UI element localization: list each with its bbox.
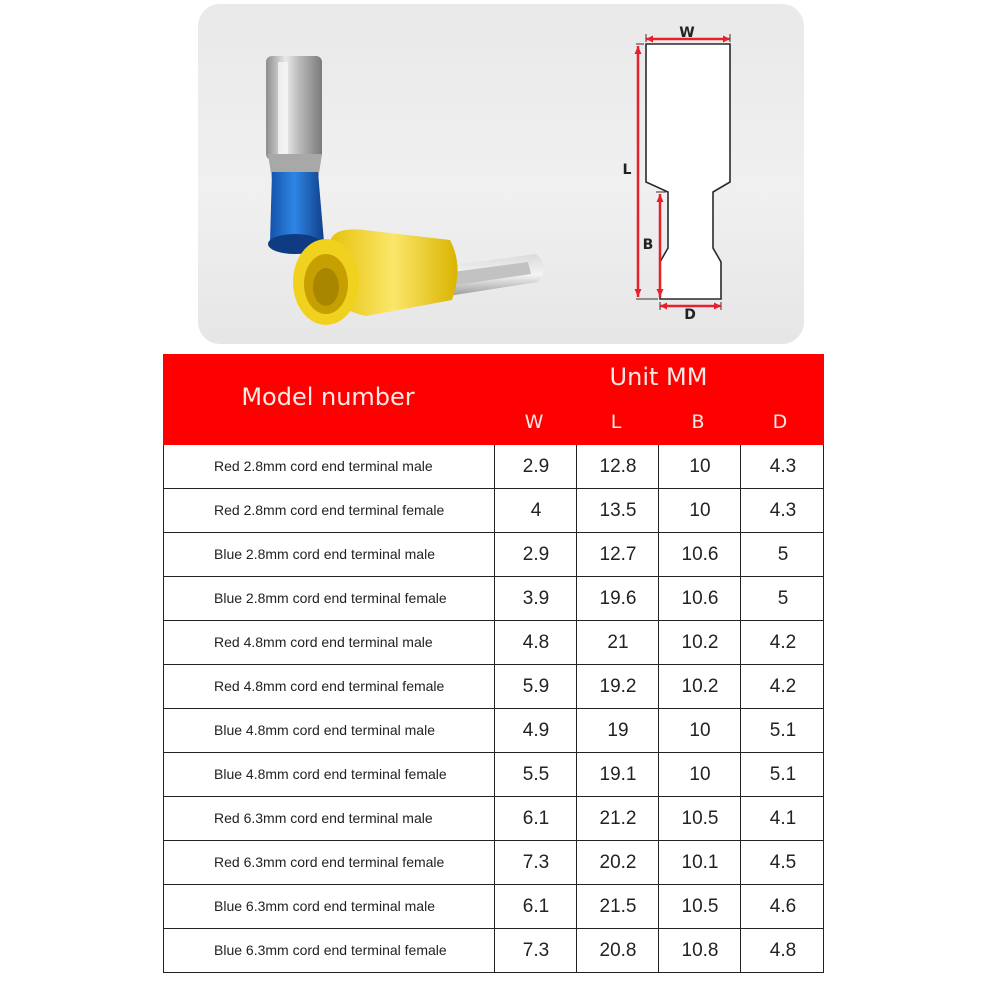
model-number-header: Model number [241,383,415,411]
d-cell: 4.6 [740,885,825,928]
dim-label-w: W [679,25,695,41]
l-cell: 12.7 [576,533,659,576]
model-name-cell: Red 4.8mm cord end terminal male [214,634,433,650]
d-cell: 4.5 [740,841,825,884]
dim-label-l: L [622,162,632,178]
b-cell: 10.8 [658,929,741,972]
w-cell: 2.9 [494,533,577,576]
b-cell: 10.1 [658,841,741,884]
model-name-cell: Blue 4.8mm cord end terminal male [214,722,435,738]
b-cell: 10 [658,753,741,796]
w-cell: 4 [494,489,577,532]
d-cell: 4.3 [740,445,825,488]
dimension-diagram [623,25,730,323]
l-cell: 20.8 [576,929,659,972]
table-row [164,885,823,929]
d-cell: 5 [740,533,825,576]
model-name-cell: Blue 6.3mm cord end terminal female [214,942,447,958]
l-cell: 13.5 [576,489,659,532]
model-name-cell: Red 6.3mm cord end terminal female [214,854,445,870]
blue-terminal-image [266,56,324,254]
d-cell: 4.8 [740,929,825,972]
w-cell: 5.9 [494,665,577,708]
table-row [164,753,823,797]
product-photo-panel [198,4,804,344]
unit-header: Unit MM [609,363,708,391]
b-cell: 10.6 [658,533,741,576]
l-cell: 21.2 [576,797,659,840]
model-name-cell: Blue 2.8mm cord end terminal male [214,546,435,562]
model-name-cell: Red 2.8mm cord end terminal female [214,502,445,518]
l-cell: 19.6 [576,577,659,620]
w-cell: 7.3 [494,929,577,972]
column-header-w: W [524,411,544,433]
model-name-cell: Red 4.8mm cord end terminal female [214,678,445,694]
w-cell: 2.9 [494,445,577,488]
model-name-cell: Blue 6.3mm cord end terminal male [214,898,435,914]
table-row [164,621,823,665]
b-cell: 10.2 [658,665,741,708]
model-name-cell: Blue 2.8mm cord end terminal female [214,590,447,606]
w-cell: 3.9 [494,577,577,620]
yellow-terminal-image [293,229,544,325]
table-row [164,929,823,973]
b-cell: 10.5 [658,885,741,928]
b-cell: 10.5 [658,797,741,840]
table-row [164,841,823,885]
l-cell: 12.8 [576,445,659,488]
model-name-cell: Blue 4.8mm cord end terminal female [214,766,447,782]
column-header-b: B [691,411,705,433]
d-cell: 5.1 [740,753,825,796]
dim-label-d: D [684,307,696,323]
d-cell: 5 [740,577,825,620]
b-cell: 10 [658,709,741,752]
d-cell: 4.2 [740,621,825,664]
w-cell: 7.3 [494,841,577,884]
table-row [164,577,823,621]
l-cell: 19.2 [576,665,659,708]
table-row [164,445,823,489]
d-cell: 4.2 [740,665,825,708]
column-header-d: D [772,411,788,433]
w-cell: 4.9 [494,709,577,752]
d-cell: 4.3 [740,489,825,532]
table-header [163,354,824,445]
b-cell: 10.2 [658,621,741,664]
w-cell: 6.1 [494,885,577,928]
l-cell: 19 [576,709,659,752]
table-body [163,445,824,973]
table-row [164,709,823,753]
w-cell: 6.1 [494,797,577,840]
l-cell: 19.1 [576,753,659,796]
b-cell: 10 [658,445,741,488]
table-row [164,489,823,533]
w-cell: 4.8 [494,621,577,664]
l-cell: 21.5 [576,885,659,928]
b-cell: 10.6 [658,577,741,620]
model-name-cell: Red 6.3mm cord end terminal male [214,810,433,826]
w-cell: 5.5 [494,753,577,796]
model-name-cell: Red 2.8mm cord end terminal male [214,458,433,474]
d-cell: 4.1 [740,797,825,840]
l-cell: 20.2 [576,841,659,884]
d-cell: 5.1 [740,709,825,752]
table-row [164,797,823,841]
dim-label-b: B [642,237,654,253]
column-header-l: L [610,411,622,433]
l-cell: 21 [576,621,659,664]
table-row [164,533,823,577]
table-row [164,665,823,709]
b-cell: 10 [658,489,741,532]
spec-table [163,354,824,973]
